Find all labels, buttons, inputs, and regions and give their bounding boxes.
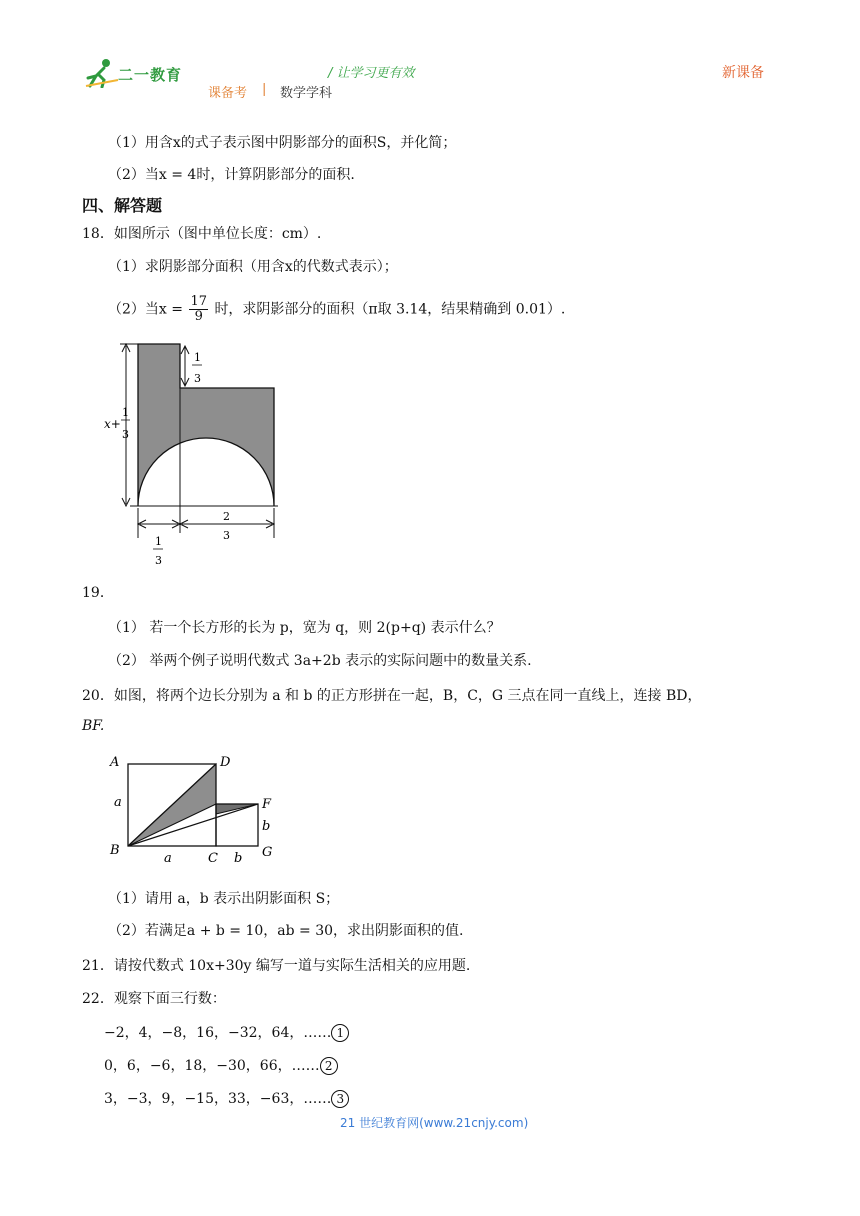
runner-icon xyxy=(84,58,120,88)
q18-fraction-num: 17 xyxy=(190,294,207,309)
q18-fraction-den: 9 xyxy=(194,309,203,324)
q18-wr-den: 3 xyxy=(223,529,230,542)
q20-label-side-b: b xyxy=(262,819,271,834)
header-separator: | xyxy=(262,82,267,97)
header-badge: 新课备 xyxy=(722,65,764,81)
q18-shaded-region xyxy=(138,344,274,506)
circled-number-3: 3 xyxy=(331,1090,349,1108)
footer-text[interactable]: 21 世纪教育网(www.21cnjy.com) xyxy=(340,1116,529,1130)
q20-label-D: D xyxy=(220,755,231,770)
q18-figure xyxy=(100,338,290,568)
q20-label-G: G xyxy=(262,845,273,860)
section-title: 四、解答题 xyxy=(82,196,163,215)
q18-h-num: 1 xyxy=(122,406,129,419)
q17-part2: （2）当x = 4时，计算阴影部分的面积. xyxy=(108,167,355,183)
q18-fraction xyxy=(189,295,208,324)
q20-label-F: F xyxy=(262,797,272,812)
q18-part2-prefix: （2）当x = xyxy=(108,301,183,318)
circled-number-1: 1 xyxy=(331,1024,349,1042)
q22-row3-text: 3，−3，9，−15，33，−63，…… xyxy=(104,1091,332,1107)
q20-stem-line2: BF. xyxy=(82,718,105,734)
logo-text: 二一教育 xyxy=(118,66,183,84)
q19-part2: （2） 举两个例子说明代数式 3a+2b 表示的实际问题中的数量关系. xyxy=(108,653,532,669)
header-subject-right: 数学学科 xyxy=(280,86,333,101)
q18-wl-num: 1 xyxy=(155,535,162,548)
q20-part2: （2）若满足a + b = 10，ab = 30，求出阴影面积的值. xyxy=(108,923,464,939)
q22-row2 xyxy=(104,1055,338,1075)
q22-row3 xyxy=(104,1088,349,1108)
q18-part2 xyxy=(108,295,565,324)
q20-stem-line1: 20．如图，将两个边长分别为 a 和 b 的正方形拼在一起，B，C，G 三点在同一直线上，连接 BD， xyxy=(82,688,702,704)
q18-wl-den: 3 xyxy=(155,554,162,567)
q20-label-C: C xyxy=(208,851,218,866)
q18-part2-suffix: 时，求阴影部分的面积（π取 3.14，结果精确到 0.01）. xyxy=(214,301,566,318)
q18-h-den: 3 xyxy=(122,428,129,441)
q20-label-A: A xyxy=(110,755,120,770)
q19-part1: （1） 若一个长方形的长为 p，宽为 q，则 2(p+q) 表示什么？ xyxy=(108,620,501,636)
q20-label-bottom-b: b xyxy=(234,851,243,866)
q20-label-bottom-a: a xyxy=(164,851,172,866)
q18-notch-den: 3 xyxy=(194,372,201,385)
q18-part1: （1）求阴影部分面积（用含x的代数式表示）； xyxy=(108,259,398,275)
q20-label-B: B xyxy=(110,843,120,858)
q17-part1: （1）用含x的式子表示图中阴影部分的面积S，并化简； xyxy=(108,135,457,151)
q18-x-label: x+ xyxy=(104,417,121,431)
header-slogan: / 让学习更有效 xyxy=(328,66,415,81)
q20-label-side-a: a xyxy=(114,795,122,810)
q22-row1-text: −2，4，−8，16，−32，64，…… xyxy=(104,1025,332,1041)
circled-number-2: 2 xyxy=(320,1057,338,1075)
q18-wr-num: 2 xyxy=(223,510,230,523)
q22-stem: 22．观察下面三行数： xyxy=(82,991,226,1007)
q20-figure xyxy=(100,748,290,873)
q22-row1 xyxy=(104,1022,349,1042)
q18-notch-num: 1 xyxy=(194,351,201,364)
q21-stem: 21．请按代数式 10x+30y 编写一道与实际生活相关的应用题. xyxy=(82,958,471,974)
header-subject-left: 课备考 xyxy=(208,86,248,101)
q22-row2-text: 0，6，−6，18，−30，66，…… xyxy=(104,1058,320,1074)
q20-part1: （1）请用 a，b 表示出阴影面积 S； xyxy=(108,891,340,907)
q18-stem: 18．如图所示（图中单位长度：cm）. xyxy=(82,226,322,242)
q19-stem: 19． xyxy=(82,585,114,601)
